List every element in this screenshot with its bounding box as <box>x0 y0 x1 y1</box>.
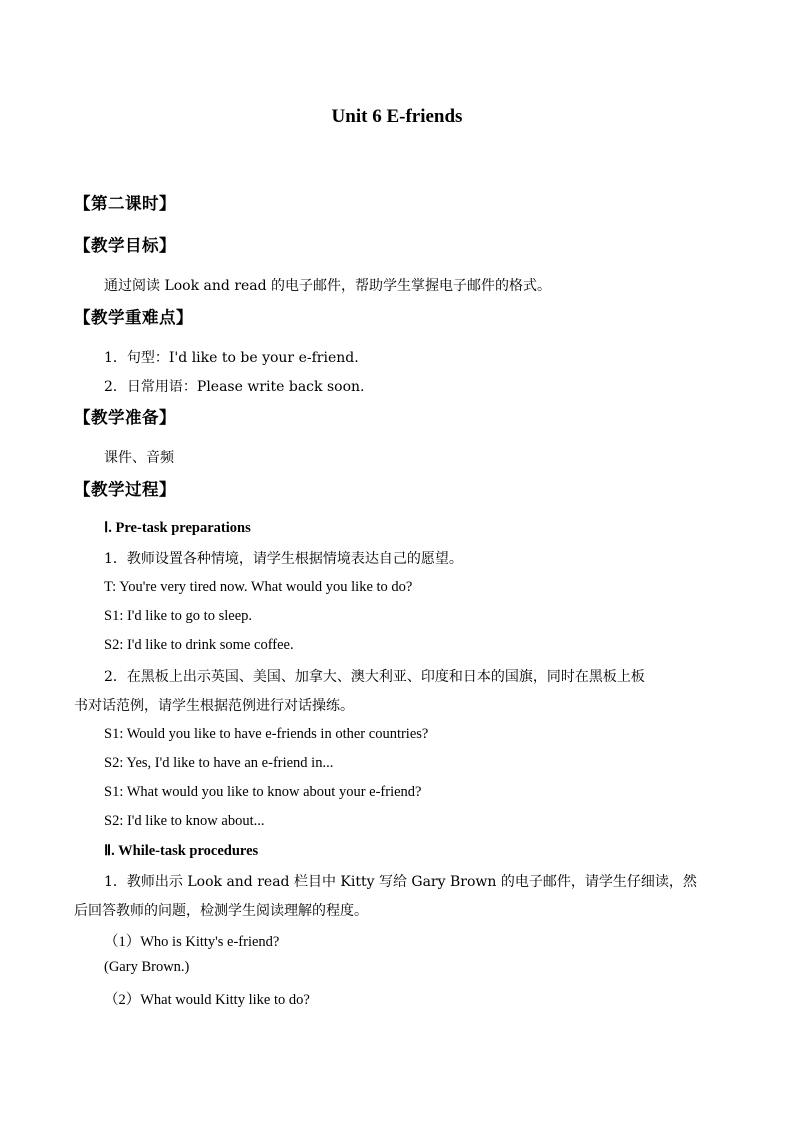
objectives-heading: 【教学目标】 <box>74 236 176 255</box>
keypoint-2: 2．日常用语：Please write back soon. <box>104 379 365 395</box>
process-heading: 【教学过程】 <box>74 480 176 499</box>
dialogue-line: S2: I'd like to know about... <box>104 813 265 829</box>
while-task-heading: Ⅱ. While-task procedures <box>104 843 259 859</box>
page-title: Unit 6 E-friends <box>331 106 463 127</box>
dialogue-line: S1: Would you like to have e-friends in other countries? <box>104 726 429 742</box>
prep-heading: 【教学准备】 <box>74 408 176 427</box>
step-2-line-2: 书对话范例，请学生根据范例进行对话操练。 <box>74 698 354 714</box>
lesson-heading: 【第二课时】 <box>74 194 176 213</box>
pre-task-heading: Ⅰ. Pre-task preparations <box>104 520 251 536</box>
prep-text: 课件、音频 <box>104 450 174 466</box>
dialogue-line: S2: Yes, I'd like to have an e-friend in... <box>104 755 334 771</box>
step-1: 1．教师设置各种情境，请学生根据情境表达自己的愿望。 <box>104 551 463 567</box>
dialogue-line: S1: What would you like to know about your e-friend? <box>104 784 422 800</box>
step-2-line-1: 2．在黑板上出示英国、美国、加拿大、澳大利亚、印度和日本的国旗，同时在黑板上板 <box>104 669 645 685</box>
keypoints-heading: 【教学重难点】 <box>74 308 193 327</box>
answer-1: (Gary Brown.) <box>104 959 190 975</box>
dialogue-line: T: You're very tired now. What would you like to do? <box>104 579 413 595</box>
keypoint-1: 1．句型：I'd like to be your e-friend. <box>104 350 359 366</box>
step-3-line-2: 后回答教师的问题，检测学生阅读理解的程度。 <box>74 903 368 919</box>
objectives-text: 通过阅读 Look and read 的电子邮件，帮助学生掌握电子邮件的格式。 <box>104 278 552 294</box>
dialogue-line: S2: I'd like to drink some coffee. <box>104 637 294 653</box>
step-3-line-1: 1．教师出示 Look and read 栏目中 Kitty 写给 Gary Brown 的电子邮件，请学生仔细读，然 <box>104 874 697 890</box>
dialogue-line: S1: I'd like to go to sleep. <box>104 608 253 624</box>
question-1: （1）Who is Kitty's e-friend? <box>104 934 280 950</box>
question-2: （2）What would Kitty like to do? <box>104 992 310 1008</box>
